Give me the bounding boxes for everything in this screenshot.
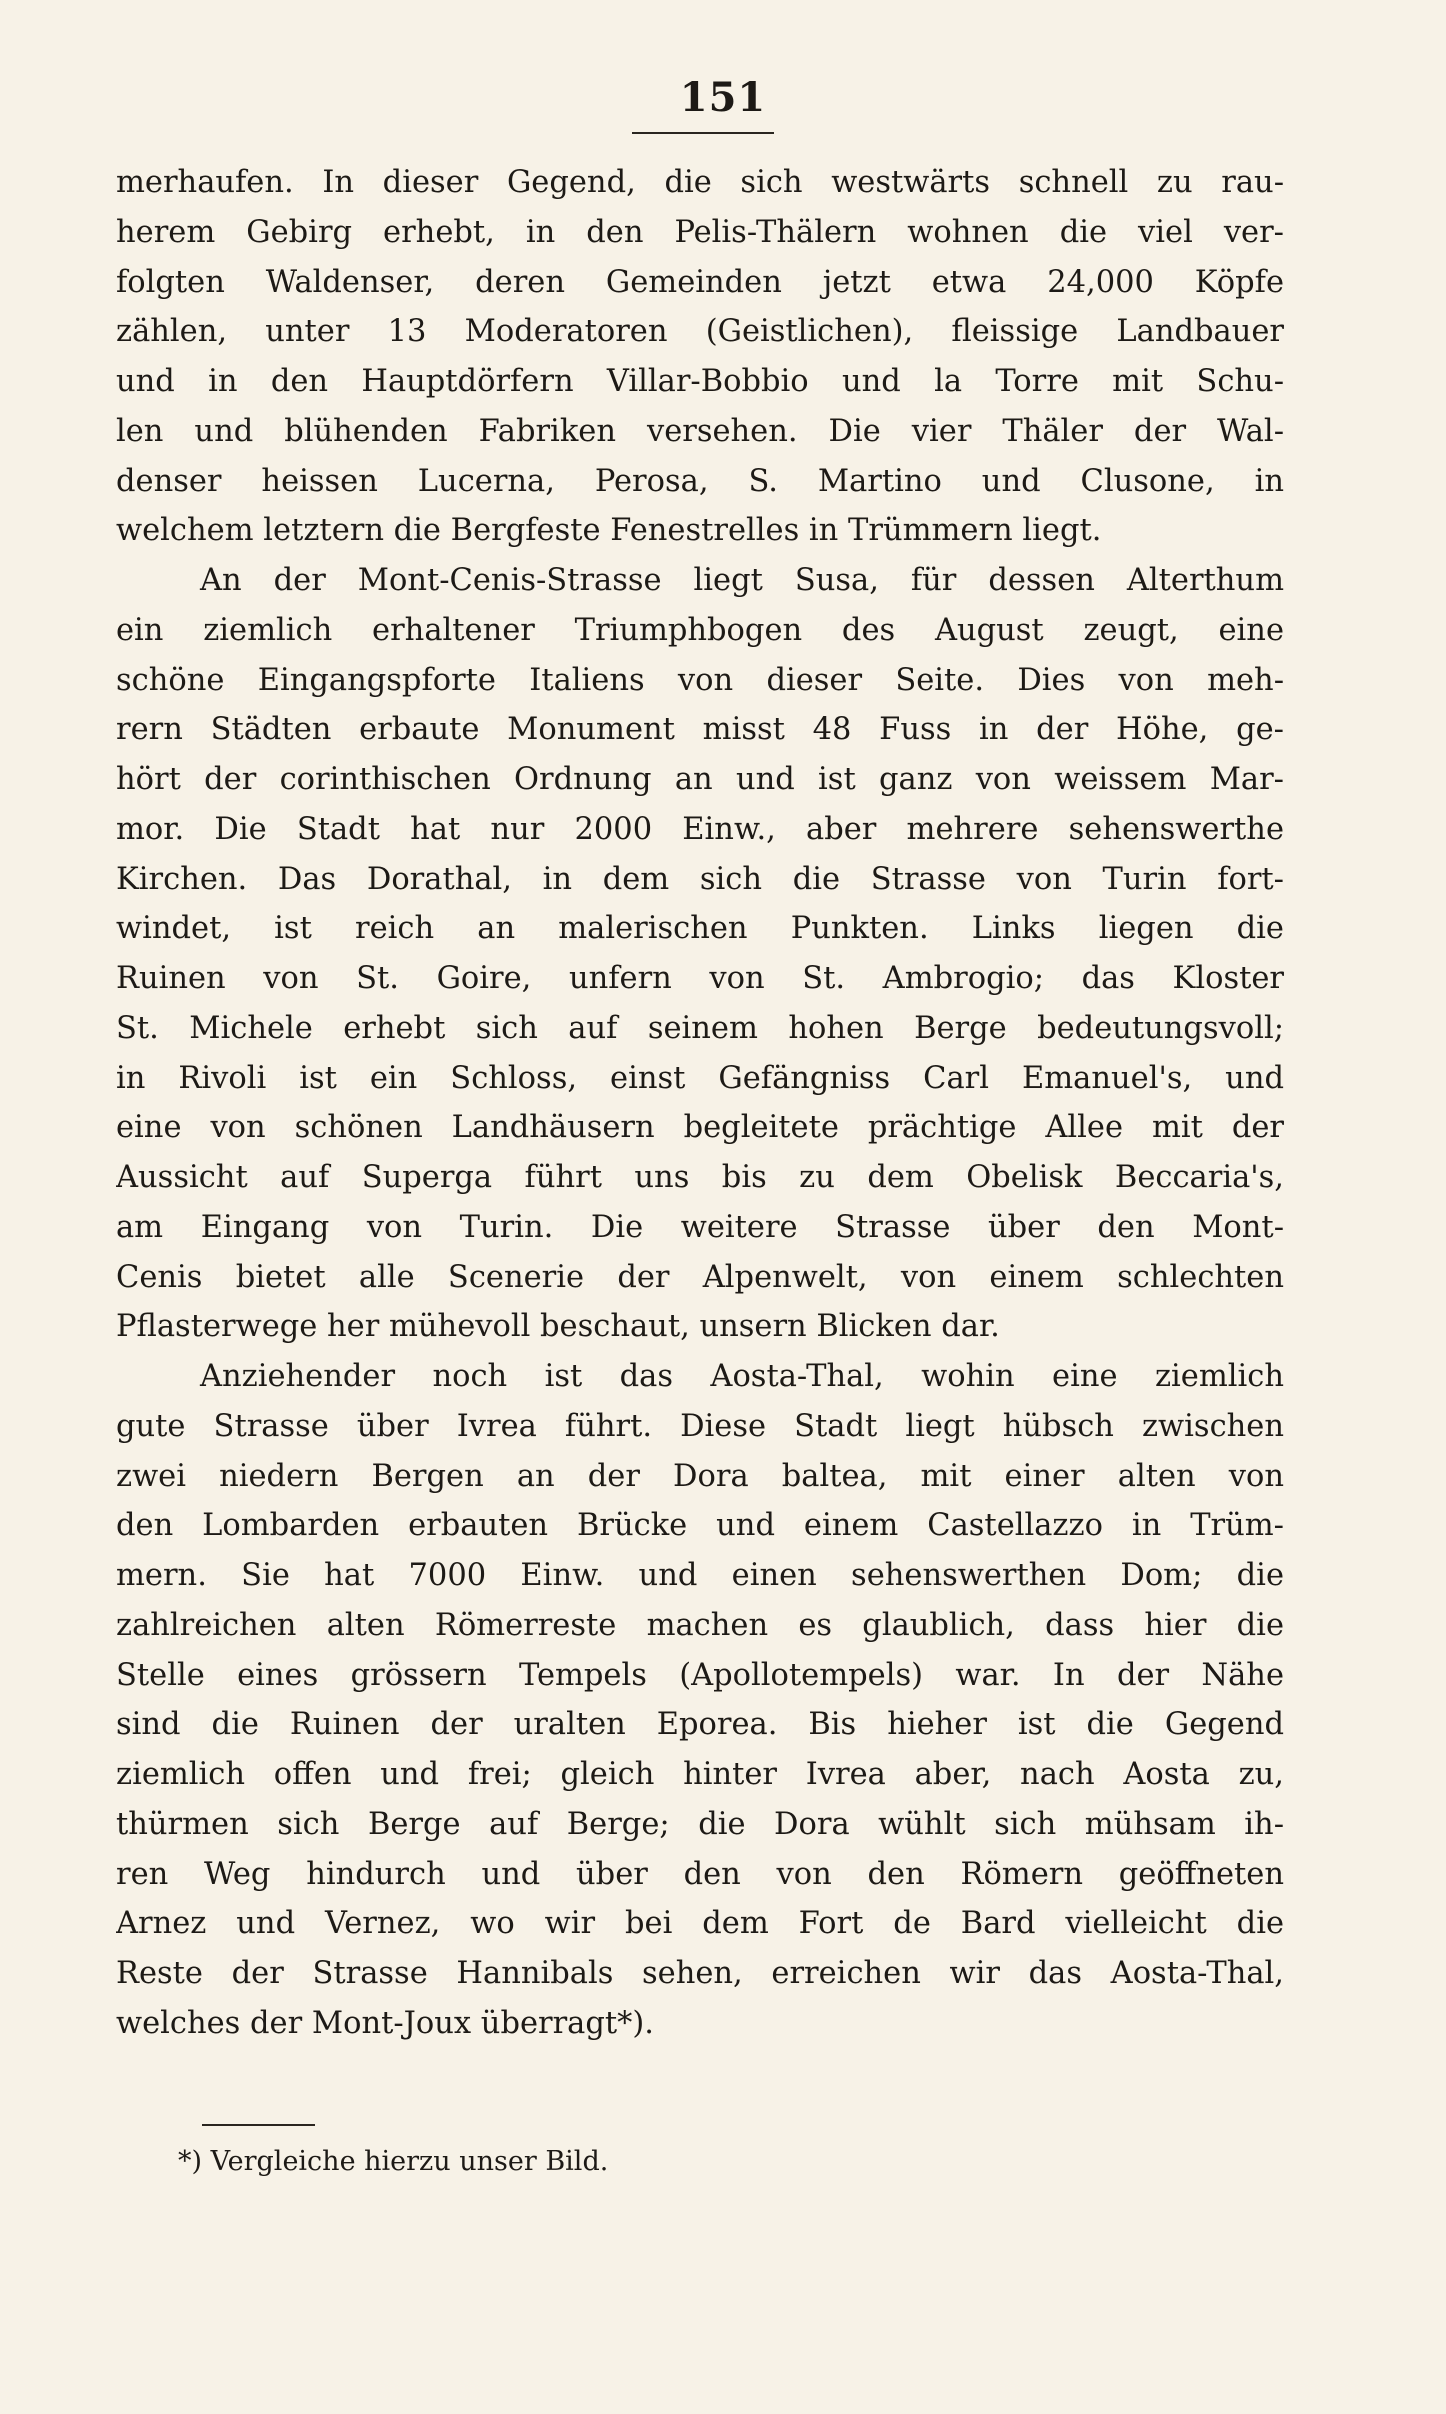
text-line: sind die Ruinen der uralten Eporea. Bis hieher ist die Gegend xyxy=(116,1707,1284,1743)
text-line: merhaufen. In dieser Gegend, die sich westwärts schnell zu rau- xyxy=(116,165,1284,200)
text-line: Anziehender noch ist das Aosta-Thal, wohin eine ziemlich xyxy=(200,1359,1284,1394)
text-line: den Lombarden erbauten Brücke und einem Castellazzo in Trüm- xyxy=(116,1508,1284,1544)
text-line: denser heissen Lucerna, Perosa, S. Martino und Clusone, in xyxy=(116,463,1284,499)
text-line: Cenis bietet alle Scenerie der Alpenwelt, von einem schlechten xyxy=(116,1259,1284,1295)
text-line: welchem letztern die Bergfeste Fenestrelles in Trümmern liegt. xyxy=(116,513,1102,549)
text-line: hört der corinthischen Ordnung an und ist ganz von weissem Mar- xyxy=(116,762,1284,797)
text-line: len und blühenden Fabriken versehen. Die vier Thäler der Wal- xyxy=(116,413,1284,449)
text-line: Ruinen von St. Goire, unfern von St. Ambrogio; das Kloster xyxy=(116,961,1284,996)
text-line: Aussicht auf Superga führt uns bis zu dem Obelisk Beccaria's, xyxy=(116,1160,1284,1195)
text-line: zwei niedern Bergen an der Dora baltea, mit einer alten von xyxy=(116,1458,1284,1494)
page-number: 151 xyxy=(679,74,767,121)
text-line: zahlreichen alten Römerreste machen es glaublich, dass hier die xyxy=(116,1607,1284,1643)
text-line: und in den Hauptdörfern Villar-Bobbio und la Torre mit Schu- xyxy=(116,364,1284,399)
footnote-rule xyxy=(202,2124,315,2126)
text-line: ziemlich offen und frei; gleich hinter Ivrea aber, nach Aosta zu, xyxy=(116,1757,1284,1792)
text-line: windet, ist reich an malerischen Punkten. Links liegen die xyxy=(116,911,1284,947)
text-line: ren Weg hindurch und über den von den Römern geöffneten xyxy=(116,1856,1284,1892)
text-line: schöne Eingangspforte Italiens von dieser Seite. Dies von meh- xyxy=(116,662,1284,698)
text-line: Pflasterwege her mühevoll beschaut, unsern Blicken dar. xyxy=(116,1309,1000,1345)
text-line: mor. Die Stadt hat nur 2000 Einw., aber mehrere sehenswerthe xyxy=(116,811,1284,847)
text-line: Arnez und Vernez, wo wir bei dem Fort de Bard vielleicht die xyxy=(116,1906,1284,1942)
body-text xyxy=(116,158,1284,2049)
text-line: folgten Waldenser, deren Gemeinden jetzt etwa 24,000 Köpfe xyxy=(116,264,1284,300)
text-line: mern. Sie hat 7000 Einw. und einen sehenswerthen Dom; die xyxy=(116,1558,1284,1593)
text-line: Stelle eines grössern Tempels (Apollotempels) war. In der Nähe xyxy=(116,1657,1284,1693)
text-line: An der Mont-Cenis-Strasse liegt Susa, für dessen Alterthum xyxy=(200,563,1284,598)
text-line: gute Strasse über Ivrea führt. Diese Stadt liegt hübsch zwischen xyxy=(116,1408,1284,1444)
text-line: St. Michele erhebt sich auf seinem hohen Berge bedeutungsvoll; xyxy=(116,1010,1284,1046)
footnote: *) Vergleiche hierzu unser Bild. xyxy=(178,2146,609,2177)
text-line: welches der Mont-Joux überragt*). xyxy=(116,2005,654,2041)
text-line: rern Städten erbaute Monument misst 48 Fuss in der Höhe, ge- xyxy=(116,712,1284,748)
text-line: herem Gebirg erhebt, in den Pelis-Thälern wohnen die viel ver- xyxy=(116,214,1284,250)
text-line: eine von schönen Landhäusern begleitete prächtige Allee mit der xyxy=(116,1110,1284,1146)
text-line: am Eingang von Turin. Die weitere Strasse über den Mont- xyxy=(116,1209,1284,1245)
page-number-rule xyxy=(632,132,774,134)
text-line: ein ziemlich erhaltener Triumphbogen des August zeugt, eine xyxy=(116,612,1284,648)
text-line: Kirchen. Das Dorathal, in dem sich die Strasse von Turin fort- xyxy=(116,861,1284,897)
text-line: thürmen sich Berge auf Berge; die Dora wühlt sich mühsam ih- xyxy=(116,1806,1284,1842)
text-line: in Rivoli ist ein Schloss, einst Gefängniss Carl Emanuel's, und xyxy=(116,1060,1284,1096)
text-line: zählen, unter 13 Moderatoren (Geistlichen), fleissige Landbauer xyxy=(116,314,1284,350)
text-line: Reste der Strasse Hannibals sehen, erreichen wir das Aosta-Thal, xyxy=(116,1956,1284,1991)
